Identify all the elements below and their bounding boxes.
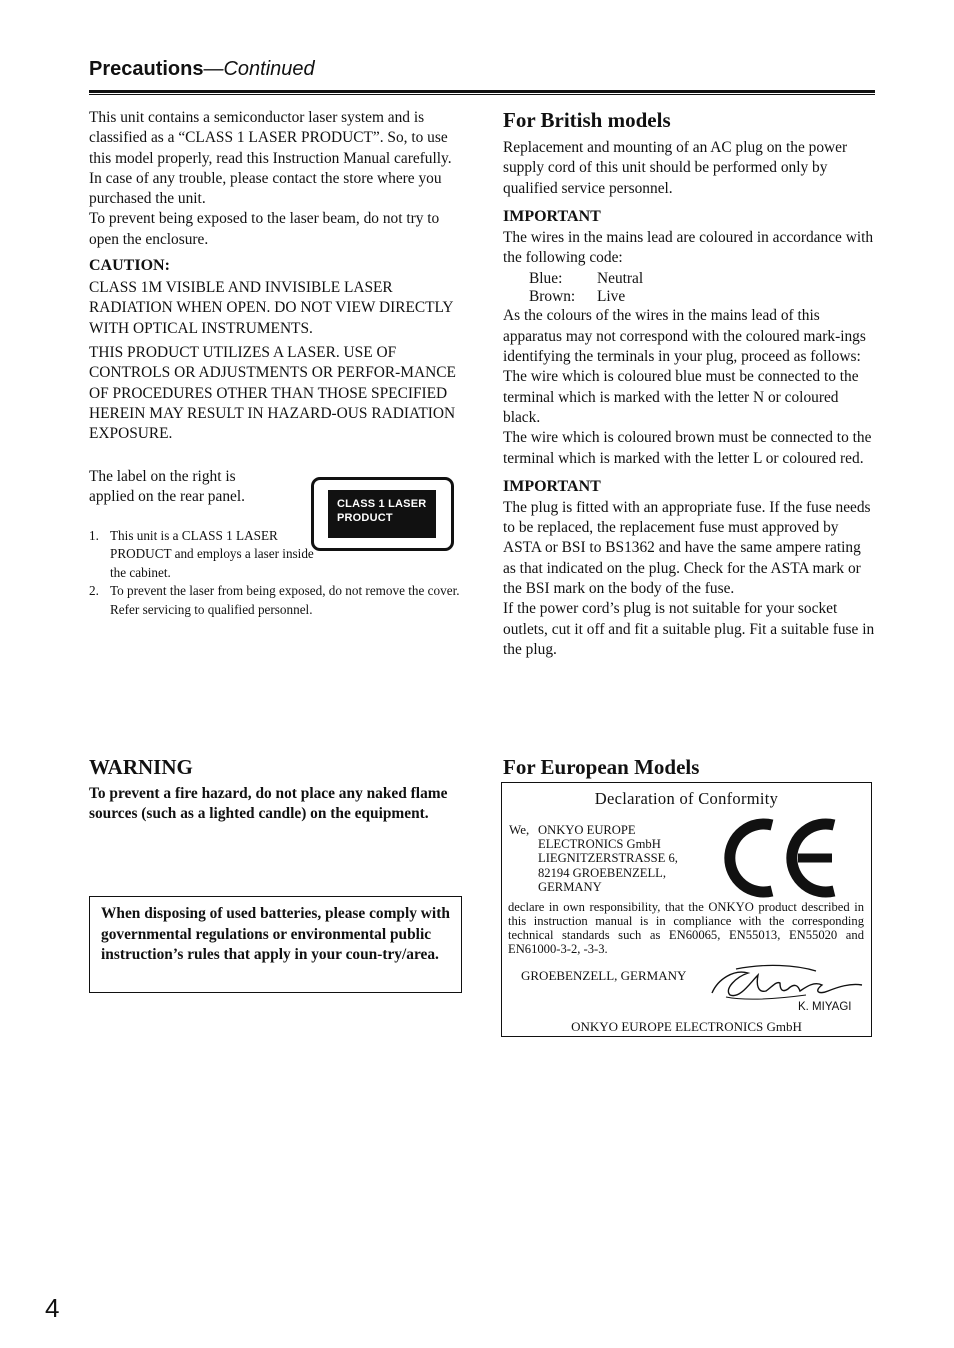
page-title [89, 58, 315, 81]
doc-we: We, [509, 822, 530, 837]
laser-notes [89, 527, 461, 619]
caution-heading: CAUTION: [89, 257, 170, 275]
wire-meaning: Live [597, 288, 626, 306]
header-continued: —Continued [203, 58, 315, 80]
doc-place: GROEBENZELL, GERMANY [521, 968, 687, 983]
british-paragraph-3: The wire which is coloured brown must be connected to the terminal which is marked with the letter L or coloured red. [503, 429, 872, 467]
battery-disposal-notice [89, 896, 462, 993]
page-header [89, 56, 875, 93]
address-line: ELECTRONICS GmbH [538, 837, 661, 852]
header-rule [89, 94, 875, 95]
laser-note [89, 582, 461, 619]
laser-intro: This unit contains a semiconductor laser system and is classified as a “CLASS 1 LASER PRODUCT”. So, to use this model properly, read this Instruction Manual carefully. In case of any trouble, please contact the store where you purchased the unit. [89, 109, 452, 208]
wire-color: Brown: [529, 288, 576, 306]
page-number: 4 [45, 1293, 60, 1323]
battery-disposal-text: When disposing of used batteries, please comply with governmental regulations or environmental public instruction’s rules that apply in your coun-try/area. [101, 905, 450, 963]
declaration-of-conformity [501, 782, 872, 1037]
label-text: The label on the right is applied on the rear panel. [89, 468, 245, 506]
laser-section [89, 108, 461, 444]
important-heading-2: IMPORTANT [503, 477, 601, 495]
british-paragraph-2: The wire which is coloured blue must be connected to the terminal which is marked with the letter N or coloured black. [503, 368, 859, 426]
caution-text-1: CLASS 1M VISIBLE AND INVISIBLE LASER RADIATION WHEN OPEN. DO NOT VIEW DIRECTLY WITH OPTICAL INSTRUMENTS. [89, 279, 453, 337]
address-line: GERMANY [538, 879, 602, 894]
warning-heading: WARNING [89, 755, 193, 779]
laser-note [89, 527, 320, 582]
important-heading-1: IMPORTANT [503, 207, 601, 225]
european-heading-wrap [503, 754, 875, 780]
signature-icon [706, 961, 866, 1003]
doc-title: Declaration of Conformity [594, 789, 779, 808]
wires-intro: The wires in the mains lead are coloured in accordance with the following code: [503, 228, 874, 267]
british-paragraph-5: If the power cord’s plug is not suitable for your socket outlets, cut it off and fit a suitable plug. Fit a suitable fuse in the plug. [503, 600, 875, 658]
note-number: 2. [89, 583, 99, 599]
doc-address [538, 823, 678, 894]
ce-mark-icon [720, 813, 840, 903]
doc-signer: K. MIYAGI [798, 1001, 852, 1013]
wire-meaning: Neutral [597, 270, 644, 288]
note-text: To prevent the laser from being exposed, do not remove the cover. Refer servicing to qualified personnel. [110, 583, 460, 617]
wire-color: Blue: [529, 270, 563, 288]
wire-code-row [529, 270, 875, 288]
doc-company: ONKYO EUROPE ELECTRONICS GmbH [571, 1019, 802, 1034]
british-paragraph-1: As the colours of the wires in the mains lead of this apparatus may not correspond with the coloured mark-ings identifying the terminals in your plug, proceed as follows: [503, 307, 866, 366]
british-heading: For British models [503, 108, 671, 132]
wire-code-list [503, 270, 875, 306]
british-paragraph-4: The plug is fitted with an appropriate fuse. If the fuse needs to be replaced, the replacement fuse must approved by ASTA or BSI to BS1362 and have the same ampere rating as that indicated on the plug. Check for the ASTA mark or the BSI mark on the body of the fuse. [503, 498, 871, 598]
warning-section [89, 754, 461, 825]
caution-text-2: THIS PRODUCT UTILIZES A LASER. USE OF CONTROLS OR ADJUSTMENTS OR PERFOR-MANCE OF PROCEDURES OTHER THAN THOSE SPECIFIED HEREIN MAY RESULT IN HAZARD-OUS RADIATION EXPOSURE. [89, 343, 456, 443]
note-text: This unit is a CLASS 1 LASER PRODUCT and employs a laser inside the cabinet. [110, 528, 314, 580]
laser-label-line2: PRODUCT [337, 512, 393, 524]
header-title-text: Precautions [89, 58, 204, 80]
british-intro: Replacement and mounting of an AC plug on the power supply cord of this unit should be performed only by qualified service personnel. [503, 139, 848, 197]
address-line: LIEGNITZERSTRASSE 6, [538, 851, 678, 866]
warning-text: To prevent a fire hazard, do not place any naked flame sources (such as a lighted candle) on the equipment. [89, 785, 448, 823]
note-number: 1. [89, 528, 99, 543]
british-section [503, 107, 875, 660]
laser-label-line1: CLASS 1 LASER [337, 498, 427, 510]
wire-code-row [529, 288, 875, 306]
label-description [89, 467, 269, 508]
laser-intro-2: To prevent being exposed to the laser beam, do not try to open the enclosure. [89, 210, 440, 248]
address-line: ONKYO EUROPE [538, 823, 636, 837]
address-line: 82194 GROEBENZELL, [538, 865, 667, 880]
european-heading: For European Models [503, 755, 700, 779]
doc-declaration: declare in own responsibility, that the ONKYO product described in this instruction manual is in compliance with the corresponding technical standards such as EN60065, EN55013, EN55020 and EN61000-3-2, -3-3. [508, 900, 864, 956]
